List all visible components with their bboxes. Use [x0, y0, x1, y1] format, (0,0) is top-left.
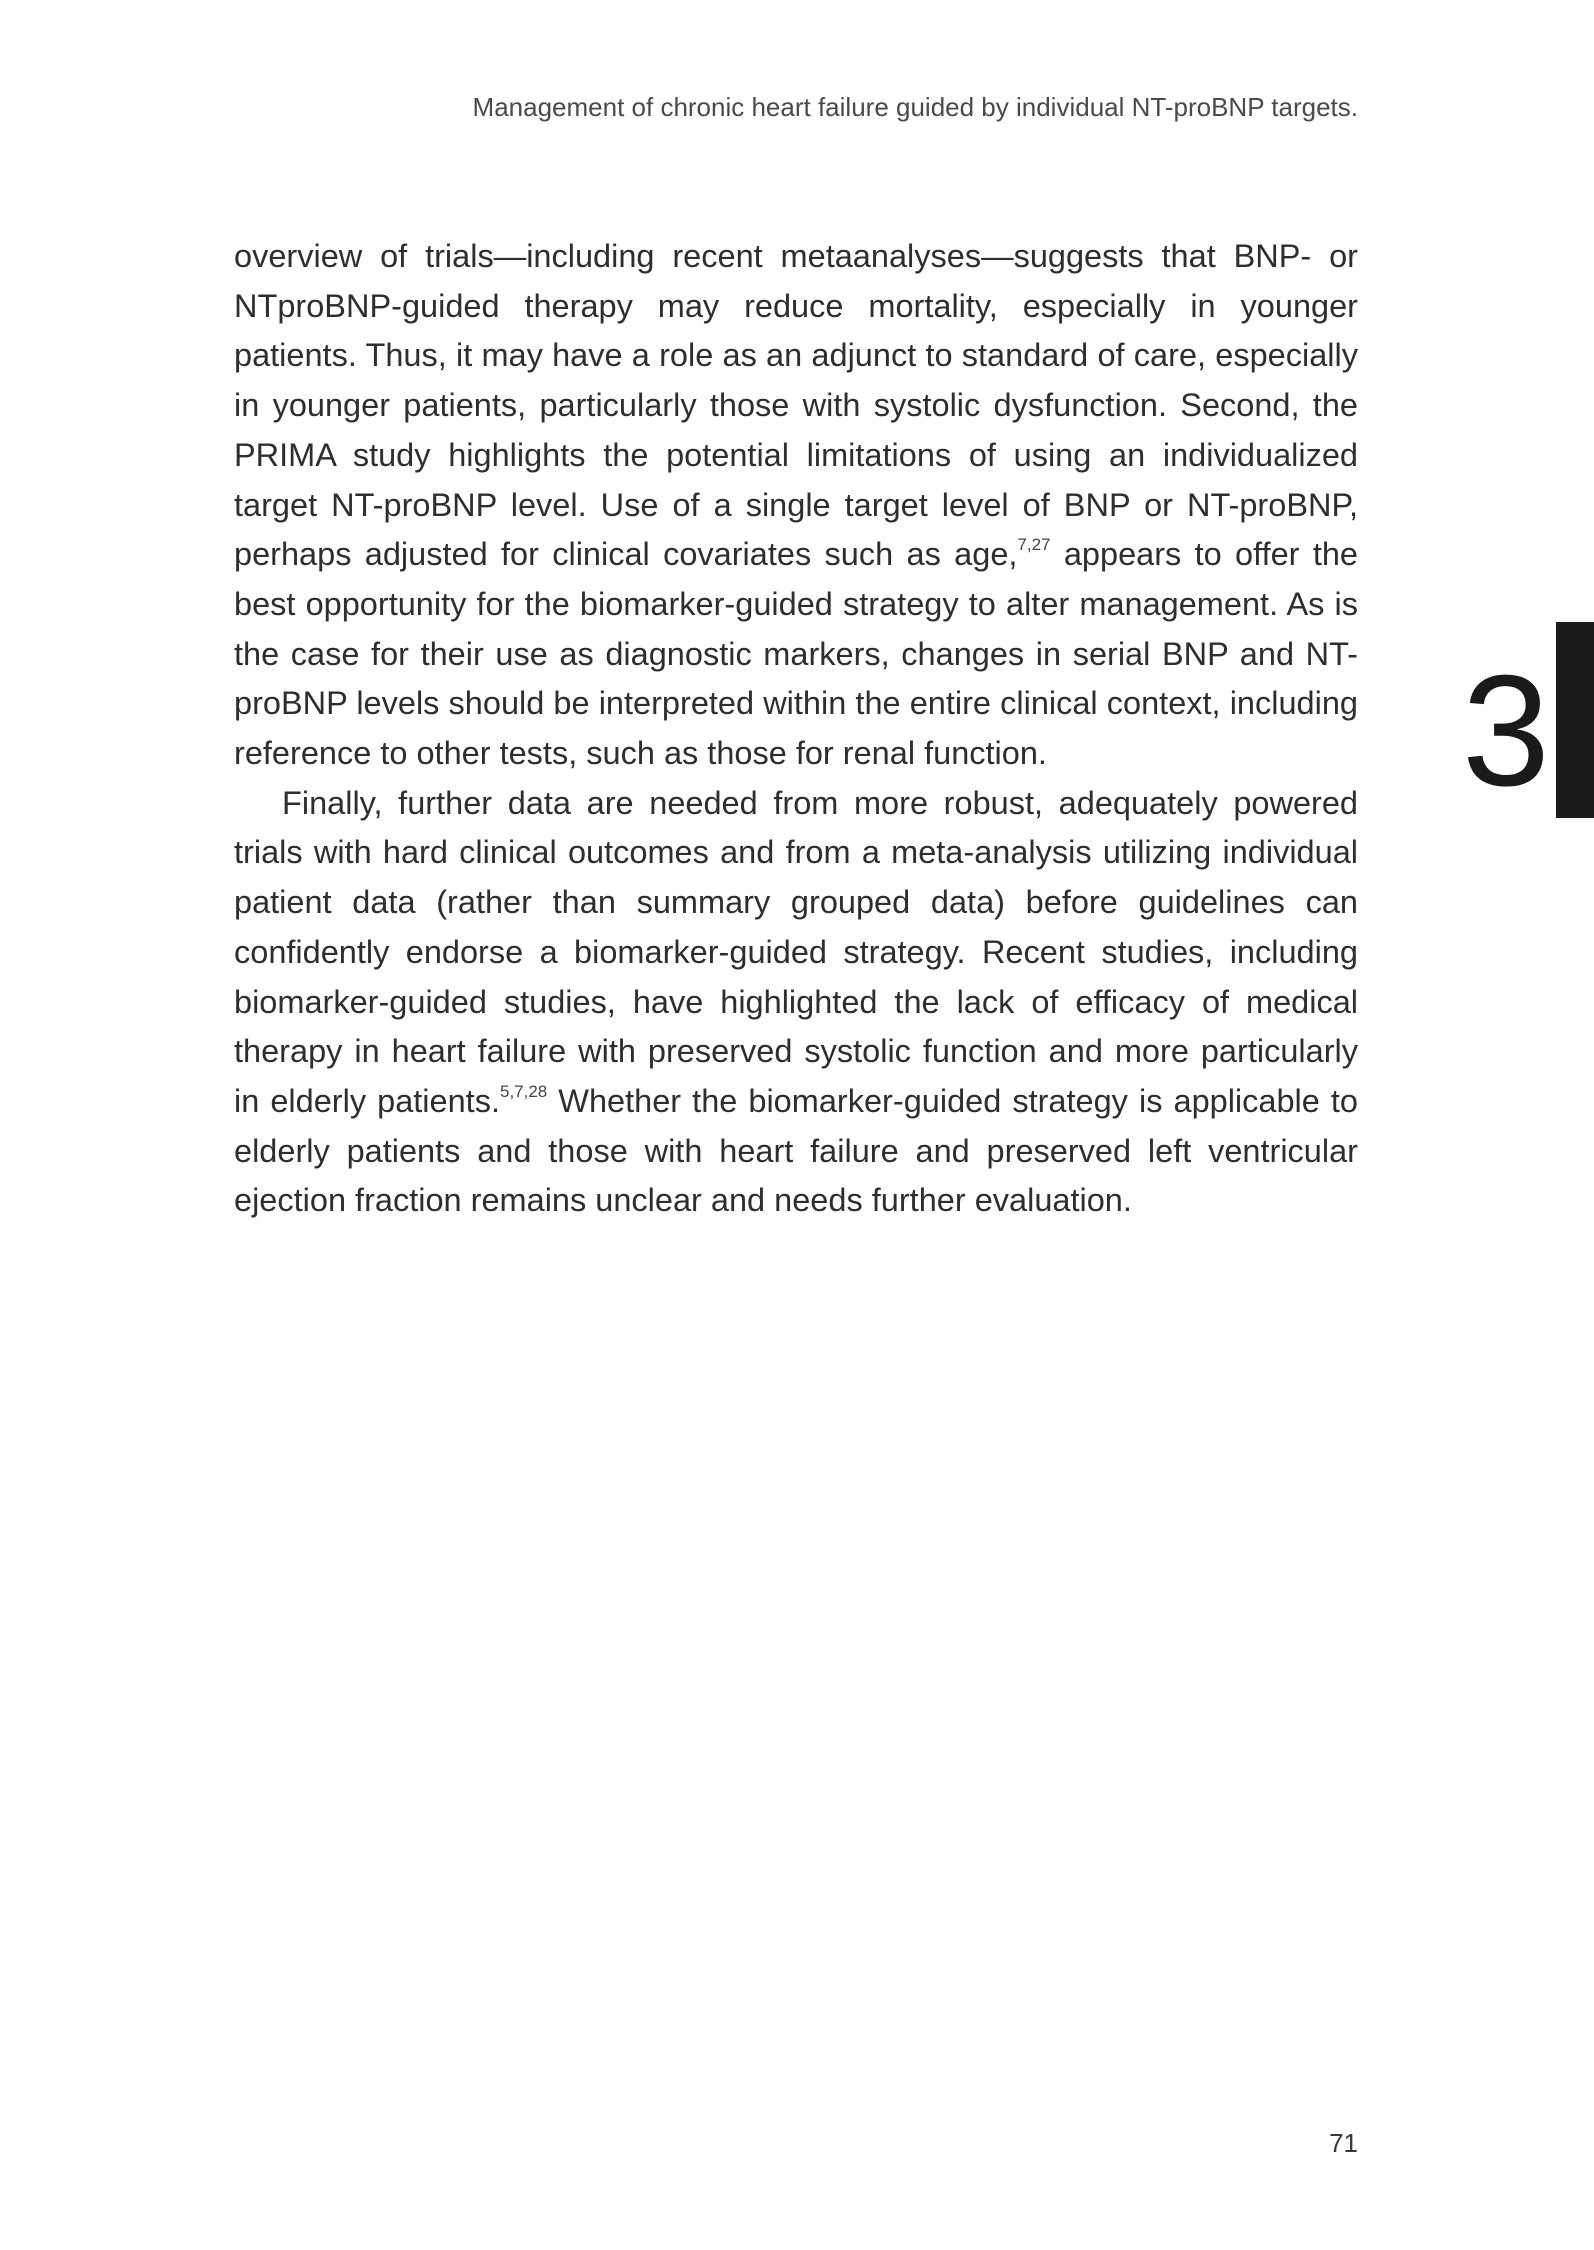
paragraph-text: overview of trials—including recent metaanalyses—suggests that BNP- or NTproBNP-guided therapy may reduce mortality, especially in younger patients. Thus, it may have a role as an adjunct to standard of care, especially in younger patients, particularly those with systolic dysfunction. Second, the PRIMA study highlights the potential limitations of using an individualized target NT-proBNP level. Use of a single target level of BNP or NT-proBNP, perhaps adjusted for clinical covariates such as age,: [234, 238, 1358, 573]
body-text: [234, 232, 1358, 1226]
page-number: 71: [1329, 2128, 1358, 2158]
paragraph-text: Whether the biomarker-guided strategy is applicable to elderly patients and those with heart failure and preserved left ventricular ejection fraction remains unclear and needs further evaluation.: [234, 1082, 1358, 1219]
citation-superscript: 7,27: [1017, 535, 1051, 555]
citation-superscript: 5,7,28: [499, 1081, 548, 1101]
paragraph-text: Finally, further data are needed from more robust, adequately powered trials with hard clinical outcomes and from a meta-analysis utilizing individual patient data (rather than summary grouped data) before guidelines can confidently endorse a biomarker-guided strategy. Recent studies, including biomarker-guided studies, have highlighted the lack of efficacy of medical therapy in heart failure with preserved systolic function and more particularly in elderly patients.: [234, 784, 1358, 1119]
chapter-tab-marker: [1556, 622, 1594, 818]
paragraph-continued: [234, 232, 1358, 779]
running-header: Management of chronic heart failure guided by individual NT-proBNP targets.: [472, 92, 1358, 122]
chapter-number: 3: [1462, 643, 1550, 819]
paragraph: [234, 779, 1358, 1226]
paragraph-text: appears to offer the best opportunity for the biomarker-guided strategy to alter management. As is the case for their use as diagnostic markers, changes in serial BNP and NT-proBNP levels should be interpreted within the entire clinical context, including reference to other tests, such as those for renal function.: [234, 536, 1358, 772]
